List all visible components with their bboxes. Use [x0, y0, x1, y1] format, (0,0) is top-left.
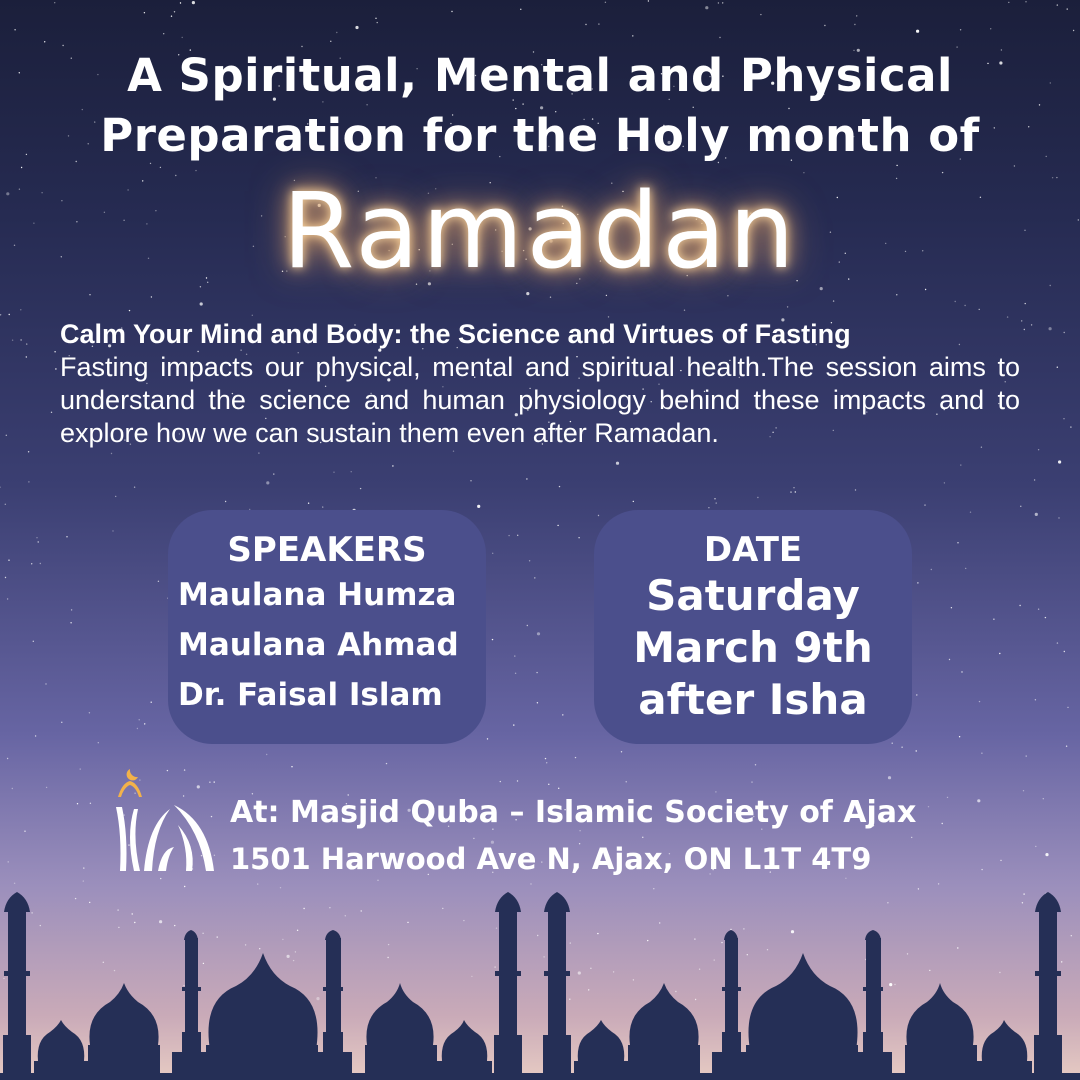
star [944, 482, 945, 483]
star [598, 23, 599, 24]
star [961, 671, 962, 672]
date-month: March 9th [633, 623, 873, 672]
star [7, 758, 8, 759]
star [534, 577, 535, 578]
star [979, 309, 980, 310]
star [258, 452, 259, 453]
star [970, 512, 971, 513]
date-heading: DATE [703, 530, 803, 570]
star [46, 787, 47, 788]
star [1019, 605, 1020, 606]
star [931, 569, 932, 570]
star [760, 14, 761, 15]
star [517, 780, 518, 781]
star [377, 22, 378, 23]
star [901, 747, 902, 748]
star [715, 791, 716, 792]
star [28, 451, 29, 452]
star [633, 501, 634, 502]
star [529, 560, 530, 561]
star [1067, 707, 1068, 708]
star [333, 472, 334, 473]
star [1049, 327, 1052, 330]
star [537, 632, 540, 635]
star [960, 464, 961, 465]
star [916, 750, 917, 751]
star [621, 751, 622, 752]
star [21, 167, 22, 168]
star [951, 607, 952, 608]
star [38, 541, 39, 542]
star [526, 478, 527, 479]
star [171, 16, 172, 17]
star [8, 861, 9, 862]
speaker-name: Dr. Faisal Islam [178, 677, 443, 713]
star [1045, 617, 1046, 618]
star [89, 712, 90, 713]
star [151, 702, 152, 703]
star [1021, 320, 1022, 321]
star [513, 724, 514, 725]
star [896, 294, 897, 295]
star [578, 537, 579, 538]
star [545, 758, 546, 759]
speaker-name: Maulana Ahmad [178, 627, 459, 663]
star [856, 15, 857, 16]
star [151, 296, 152, 297]
star [515, 673, 516, 674]
star [35, 735, 36, 736]
star [708, 507, 709, 508]
star [550, 297, 551, 298]
star [755, 764, 756, 765]
star [28, 481, 29, 482]
star [1038, 609, 1039, 610]
star [40, 563, 41, 564]
star [51, 412, 52, 413]
star [536, 672, 537, 673]
star [718, 2, 719, 3]
star [20, 339, 21, 340]
star [999, 653, 1000, 654]
star [1066, 746, 1067, 747]
star [266, 754, 267, 755]
star [965, 568, 966, 569]
star [1025, 1, 1026, 2]
star [0, 487, 1, 488]
star [1000, 860, 1001, 861]
star [824, 25, 825, 26]
star [964, 305, 965, 306]
session-description [60, 318, 1020, 450]
star [517, 535, 518, 536]
star [55, 368, 56, 369]
star [537, 702, 538, 703]
star [1026, 755, 1027, 756]
star [562, 714, 563, 715]
star [526, 292, 529, 295]
star [605, 2, 606, 3]
star [163, 33, 164, 34]
star [90, 803, 91, 804]
star [24, 831, 25, 832]
star [273, 473, 274, 474]
star [626, 781, 627, 782]
star [61, 722, 62, 723]
star [492, 639, 493, 640]
star [1057, 642, 1058, 643]
star [520, 9, 521, 10]
star [793, 487, 794, 488]
star [1008, 2, 1009, 3]
star [616, 462, 619, 465]
star [111, 453, 112, 454]
star [1073, 30, 1074, 31]
star [80, 768, 81, 769]
star [54, 2, 55, 3]
star [1034, 479, 1035, 480]
star [451, 11, 452, 12]
star [291, 766, 292, 767]
star [916, 694, 917, 695]
date-card [594, 510, 912, 744]
star [182, 37, 183, 38]
venue-name: At: Masjid Quba – Islamic Society of Ajax [230, 795, 917, 830]
star [477, 505, 480, 508]
star [514, 655, 515, 656]
star [508, 535, 509, 536]
star [1024, 329, 1025, 330]
star [845, 878, 846, 879]
star [336, 32, 337, 33]
star [546, 762, 547, 763]
star [557, 525, 558, 526]
star [558, 788, 559, 789]
date-day: Saturday [646, 571, 860, 620]
star [917, 582, 918, 583]
speaker-name: Maulana Humza [178, 577, 457, 613]
star [5, 504, 6, 505]
mosque-skyline-silhouette [0, 880, 1080, 1080]
star [392, 465, 393, 466]
star [548, 784, 549, 785]
date-time: after Isha [638, 675, 868, 724]
star [322, 506, 323, 507]
star [6, 435, 7, 436]
star [20, 309, 21, 310]
star [7, 598, 8, 599]
star [487, 738, 488, 739]
star [585, 24, 586, 25]
star [45, 683, 46, 684]
star [575, 757, 576, 758]
star [375, 18, 376, 19]
star [54, 351, 55, 352]
star [144, 723, 145, 724]
star [77, 803, 78, 804]
star [115, 496, 116, 497]
star [98, 742, 99, 743]
star [981, 753, 982, 754]
star [129, 310, 130, 311]
star [1035, 513, 1038, 516]
star [527, 625, 528, 626]
star [453, 451, 454, 452]
star [714, 498, 715, 499]
star [957, 542, 958, 543]
star [31, 563, 32, 564]
star [1067, 8, 1068, 9]
star [500, 781, 501, 782]
star [795, 491, 796, 492]
star [727, 295, 728, 296]
star [308, 503, 309, 504]
star [722, 2, 723, 3]
star [71, 609, 72, 610]
star [192, 1, 195, 4]
star [787, 306, 788, 307]
star [751, 781, 752, 782]
star [112, 530, 113, 531]
star [928, 806, 929, 807]
star [916, 30, 919, 33]
star [1070, 426, 1071, 427]
star [1035, 846, 1036, 847]
star [355, 26, 358, 29]
speakers-card [168, 510, 486, 744]
star [892, 743, 893, 744]
star [134, 487, 135, 488]
star [981, 869, 982, 870]
star [252, 315, 253, 316]
star [1025, 303, 1026, 304]
star [719, 37, 720, 38]
star [648, 0, 649, 1]
session-body: Fasting impacts our physical, mental and spiritual health.The session aims to understand the science and human physiology behind these impacts and to explore how we can sustain them even after Ramadan. [60, 352, 1020, 448]
star [33, 641, 34, 642]
star [1031, 324, 1032, 325]
speakers-heading: SPEAKERS [227, 530, 427, 570]
star [993, 619, 994, 620]
star [470, 480, 471, 481]
star [174, 11, 175, 12]
star [1035, 699, 1036, 700]
star [1045, 853, 1048, 856]
star [158, 581, 159, 582]
star [144, 12, 145, 13]
star [351, 471, 352, 472]
ramadan-glow-heading: Ramadan [282, 170, 798, 292]
title-line-2: Preparation for the Holy month of [100, 109, 980, 162]
star [705, 6, 708, 9]
star [1064, 332, 1065, 333]
star [888, 776, 891, 779]
star [12, 340, 13, 341]
star [1058, 517, 1059, 518]
star [266, 481, 269, 484]
star [977, 799, 980, 802]
star [924, 504, 925, 505]
star [26, 343, 27, 344]
star [959, 736, 960, 737]
star [1057, 4, 1058, 5]
star [137, 728, 138, 729]
star [942, 823, 943, 824]
event-title [0, 46, 1080, 166]
star [70, 622, 71, 623]
star [180, 2, 181, 3]
star [757, 497, 758, 498]
star [1020, 506, 1021, 507]
star [12, 788, 13, 789]
star [559, 486, 560, 487]
star [66, 536, 67, 537]
masjid-logo-icon [112, 765, 220, 877]
star [473, 838, 474, 839]
star [89, 294, 90, 295]
title-line-1: A Spiritual, Mental and Physical [127, 49, 953, 102]
star [330, 41, 331, 42]
star [949, 659, 950, 660]
star [632, 35, 633, 36]
star [1038, 449, 1039, 450]
star [1064, 651, 1065, 652]
star [642, 837, 643, 838]
star [579, 830, 580, 831]
star [139, 719, 140, 720]
star [833, 300, 834, 301]
star [160, 167, 161, 168]
star [911, 837, 912, 838]
star [14, 29, 15, 30]
star [360, 488, 361, 489]
star [684, 310, 685, 311]
star [606, 295, 607, 296]
star [8, 560, 9, 561]
star [83, 867, 84, 868]
star [854, 24, 855, 25]
star [9, 314, 10, 315]
star [947, 797, 948, 798]
star [990, 28, 991, 29]
star [5, 577, 6, 578]
star [1063, 418, 1064, 419]
star [0, 314, 1, 315]
star [1057, 367, 1058, 368]
star [225, 501, 226, 502]
star [26, 356, 27, 357]
star [1058, 460, 1061, 463]
star [855, 489, 856, 490]
star [1043, 798, 1044, 799]
star [979, 701, 980, 702]
star [716, 502, 717, 503]
session-heading: Calm Your Mind and Body: the Science and Virtues of Fasting [60, 319, 851, 349]
star [1023, 790, 1024, 791]
star [598, 515, 599, 516]
star [492, 553, 493, 554]
star [960, 29, 961, 30]
star [44, 41, 45, 42]
star [790, 491, 791, 492]
star [36, 537, 37, 538]
star [955, 301, 956, 302]
venue-address: 1501 Harwood Ave N, Ajax, ON L1T 4T9 [230, 842, 872, 876]
star [200, 302, 203, 305]
star [386, 763, 387, 764]
